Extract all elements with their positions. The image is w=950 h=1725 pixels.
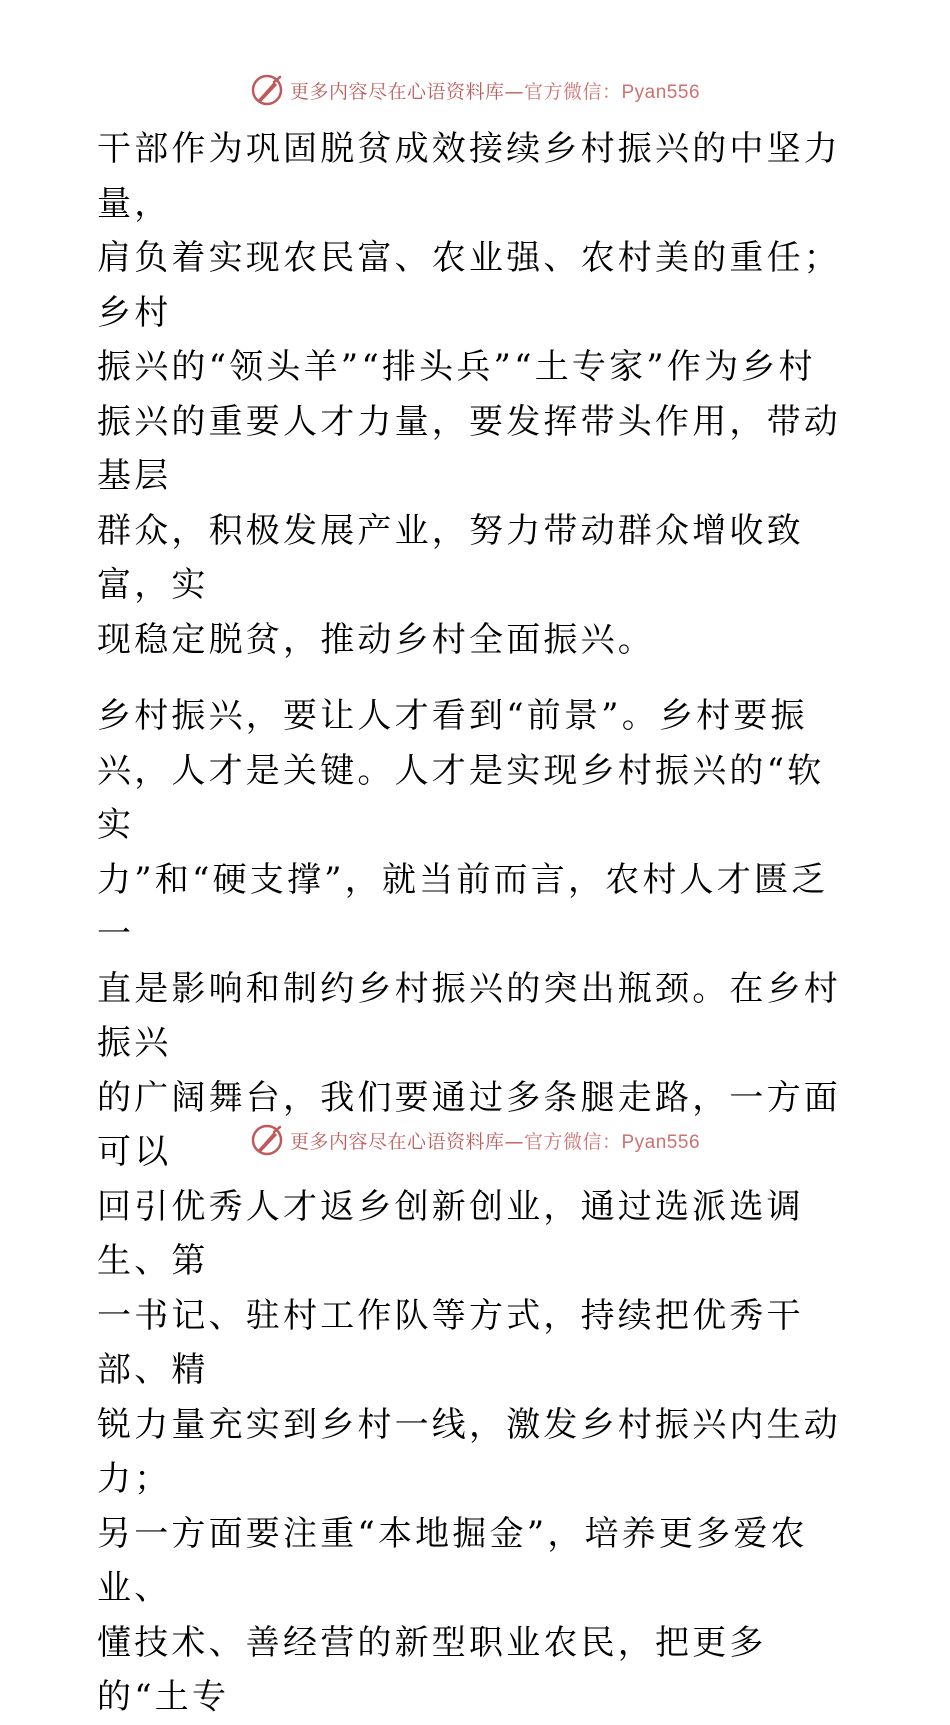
watermark-text xyxy=(290,1127,700,1154)
watermark-wechat-id: Pyan556 xyxy=(621,1131,701,1153)
watermark-site-text: 更多内容尽在心语资料库 xyxy=(289,80,505,103)
watermark-text xyxy=(290,77,700,104)
quill-pen-circle-icon xyxy=(250,73,284,107)
watermark-wechat-label: 官方微信： xyxy=(523,80,622,103)
watermark-wechat-label: 官方微信： xyxy=(523,1130,622,1153)
watermark-separator: — xyxy=(504,80,524,103)
footer-watermark xyxy=(0,1120,950,1160)
paragraph-2: 乡村振兴，要让人才看到“前景”。乡村要振 兴，人才是关键。人才是实现乡村振兴的“软实 力”和“硬支撑”，就当前而言，农村人才匮乏一 直是影响和制约乡村振兴的突出瓶颈。在乡村振兴 的广阔舞台，我们要通过多条腿走路，一方面可以 回引优秀人才返乡创新创业，通过选派选调生、第 一书记、驻村工作队等方式，持续把优秀干部、精 锐力量充实到乡村一线，激发乡村振兴内生动力； 另一方面要注重“本地掘金”，培养更多爱农业、 懂技术、善经营的新型职业农民，把更多的“土专 xyxy=(97,696,841,1717)
document-body xyxy=(97,122,857,1725)
watermark-separator: — xyxy=(504,1130,524,1153)
watermark-site-text: 更多内容尽在心语资料库 xyxy=(289,1130,505,1153)
watermark-wechat-id: Pyan556 xyxy=(621,81,701,103)
quill-pen-circle-icon xyxy=(250,1123,284,1157)
paragraph-1: 干部作为巩固脱贫成效接续乡村振兴的中坚力量， 肩负着实现农民富、农业强、农村美的重任；乡村 振兴的“领头羊”“排头兵”“土专家”作为乡村 振兴的重要人才力量，要发挥带头作用，带动基层 群众，积极发展产业，努力带动群众增收致富，实 现稳定脱贫，推动乡村全面振兴。 xyxy=(97,129,841,660)
header-watermark xyxy=(0,70,950,110)
